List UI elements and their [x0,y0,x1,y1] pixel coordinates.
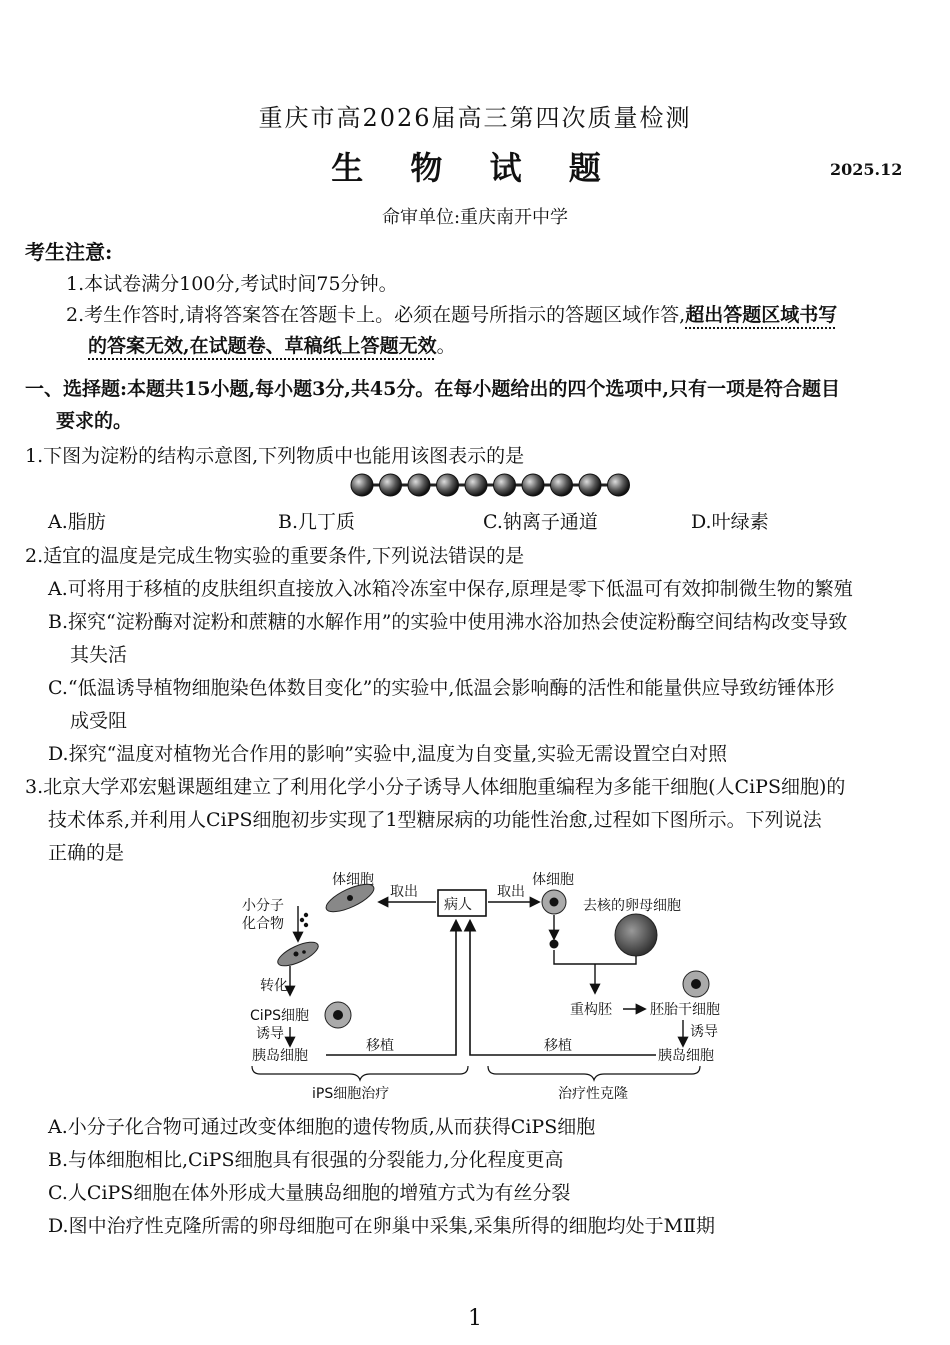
patient-label: 病人 [444,897,472,913]
transform-label: 转化 [260,978,288,994]
page-number: 1 [468,1306,482,1331]
notice-item-1: 1.本试卷满分100分,考试时间75分钟。 [66,273,398,295]
q2-option-c-cont: 成受阻 [70,710,128,732]
islet-left-label: 胰岛细胞 [252,1048,308,1064]
cips-cell-label: CiPS细胞 [250,1008,309,1024]
body-cell-right-label: 体细胞 [532,872,574,888]
notice-item-2-text: 2.考生作答时,请将答案答在答题卡上。必须在题号所指示的答题区域作答, [66,304,686,326]
therapeutic-cloning-brace [488,1066,700,1080]
notice-item-2-end: 。 [436,335,456,357]
oocyte-icon [615,914,657,956]
monomer-bead [579,474,601,496]
monomer-bead [465,474,487,496]
q3-option-d: D.图中治疗性克隆所需的卵母细胞可在卵巢中采集,采集所得的细胞均处于MⅡ期 [48,1215,716,1237]
q3-stem-cont-2: 正确的是 [48,842,125,864]
monomer-bead [408,474,430,496]
induce-left-label: 诱导 [256,1026,284,1042]
take-out-left-label: 取出 [390,884,418,900]
monomer-bead [608,474,630,496]
ips-therapy-label: iPS细胞治疗 [312,1086,390,1102]
small-molecule-label-2: 化合物 [242,916,284,932]
q1-option-b: B.几丁质 [278,511,356,533]
monomer-bead [351,474,373,496]
small-molecule-label-1: 小分子 [242,898,284,914]
take-out-right-label: 取出 [497,884,525,900]
notice-item-2-line-2 [88,331,456,358]
notice-item-2-emphasis-cont: 的答案无效,在试题卷、草稿纸上答题无效 [88,335,437,357]
exam-series-title: 重庆市高2026届高三第四次质量检测 [258,104,692,132]
q2-option-b-cont: 其失活 [70,644,128,666]
monomer-bead [522,474,544,496]
setter-unit: 命审单位:重庆南开中学 [381,207,569,228]
section-1-instructions-cont: 要求的。 [56,410,133,432]
q3-option-c: C.人CiPS细胞在体外形成大量胰岛细胞的增殖方式为有丝分裂 [48,1182,571,1204]
starch-chain-diagram [350,470,632,500]
section-1-instructions: 一、选择题:本题共15小题,每小题3分,共45分。在每小题给出的四个选项中,只有一项是符合题目 [25,378,840,400]
monomer-bead [494,474,516,496]
transplant-right-label: 移植 [544,1038,572,1054]
islet-right-label: 胰岛细胞 [658,1048,714,1064]
monomer-bead [551,474,573,496]
ips-therapy-brace [252,1066,468,1080]
q2-option-c: C.“低温诱导植物细胞染色体数目变化”的实验中,低温会影响酶的活性和能量供应导致纺锤体形 [48,677,835,699]
notice-item-2-line-1 [66,300,837,327]
q2-option-a: A.可将用于移植的皮肤组织直接放入冰箱冷冻室中保存,原理是零下低温可有效抑制微生物的繁殖 [48,578,853,600]
monomer-bead [437,474,459,496]
transplant-left-label: 移植 [366,1038,394,1054]
q3-option-b: B.与体细胞相比,CiPS细胞具有很强的分裂能力,分化程度更高 [48,1149,564,1171]
q1-stem: 1.下图为淀粉的结构示意图,下列物质中也能用该图表示的是 [25,445,525,467]
q1-option-d: D.叶绿素 [691,511,769,533]
exam-date: 2025.12 [830,160,903,179]
q1-option-c: C.钠离子通道 [483,511,598,533]
therapeutic-cloning-label: 治疗性克隆 [558,1086,628,1102]
notice-heading: 考生注意: [25,240,113,264]
body-cell-left-label: 体细胞 [332,872,374,888]
cips-therapy-diagram [240,862,760,1107]
induce-right-label: 诱导 [690,1024,718,1040]
q2-option-d: D.探究“温度对植物光合作用的影响”实验中,温度为自变量,实验无需设置空白对照 [48,743,728,765]
q3-stem-cont-1: 技术体系,并利用人CiPS细胞初步实现了1型糖尿病的功能性治愈,过程如下图所示。下列说法 [48,809,822,831]
q2-option-b: B.探究“淀粉酶对淀粉和蔗糖的水解作用”的实验中使用沸水浴加热会使淀粉酶空间结构改变导致 [48,611,848,633]
notice-item-2-emphasis: 超出答题区域书写 [685,304,838,326]
q1-option-a: A.脂肪 [48,511,106,533]
reconstructed-embryo-label: 重构胚 [570,1002,612,1018]
subject-title: 生 物 试 题 [331,149,619,187]
nucleus-icon [550,940,559,949]
q3-stem: 3.北京大学邓宏魁课题组建立了利用化学小分子诱导人体细胞重编程为多能干细胞(人CiPS细胞)的 [25,776,846,798]
enucleated-oocyte-label: 去核的卵母细胞 [583,898,681,914]
q2-stem: 2.适宜的温度是完成生物实验的重要条件,下列说法错误的是 [25,545,525,567]
q3-option-a: A.小分子化合物可通过改变体细胞的遗传物质,从而获得CiPS细胞 [48,1116,596,1138]
embryonic-stem-cell-label: 胚胎干细胞 [650,1002,720,1018]
monomer-bead [380,474,402,496]
